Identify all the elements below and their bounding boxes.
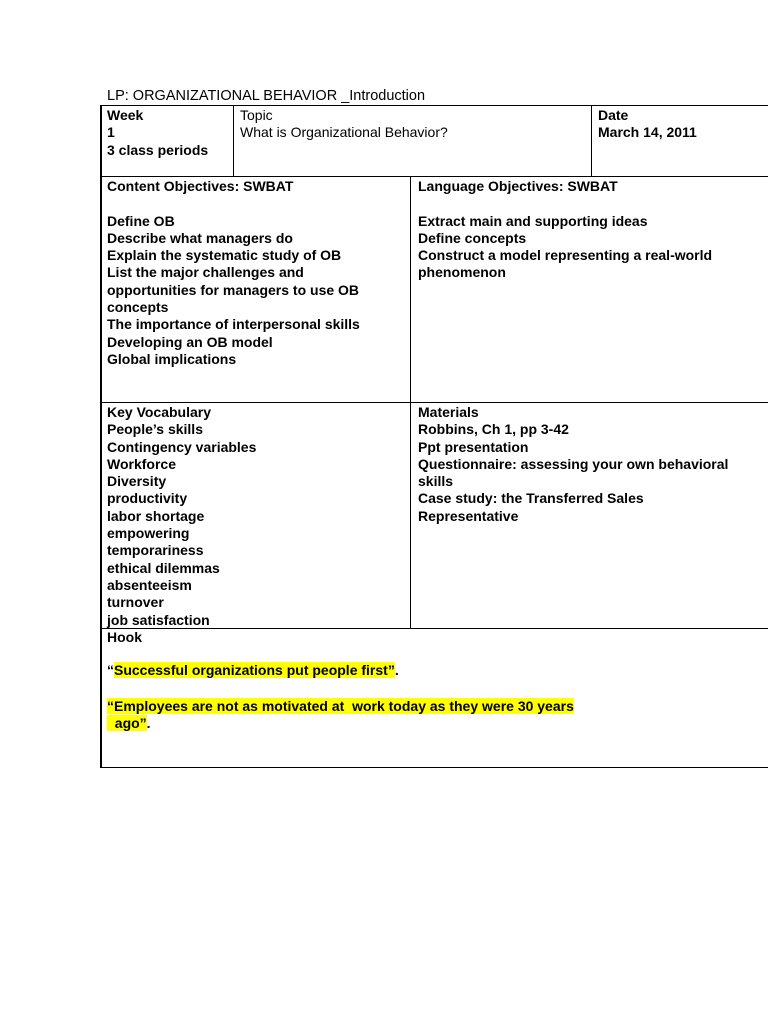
materials-heading: Materials	[418, 404, 479, 420]
language-objective-line: Extract main and supporting ideas	[418, 212, 648, 229]
vocabulary-term: ethical dilemmas	[107, 559, 220, 576]
material-item: Questionnaire: assessing your own behavioral	[418, 455, 729, 472]
hook-quote-2-end: .	[146, 715, 151, 732]
document-title: LP: ORGANIZATIONAL BEHAVIOR _Introduction	[107, 88, 426, 104]
content-objective-line: The importance of interpersonal skills	[107, 316, 360, 333]
content-objective-line: opportunities for managers to use OB	[107, 281, 360, 298]
date-value: March 14, 2011	[598, 124, 697, 141]
hook-quote-2-line-1: “Employees are not as motivated at work today as they were 30 years	[107, 698, 574, 714]
materials-cell	[418, 404, 728, 525]
vocabulary-term: Diversity	[107, 473, 167, 490]
week-label: Week	[107, 107, 144, 123]
language-objective-line	[418, 195, 712, 212]
topic-cell	[240, 107, 448, 142]
col-divider-date	[591, 105, 592, 177]
date-label: Date	[598, 107, 629, 123]
material-item: Case study: the Transferred Sales	[418, 490, 644, 507]
class-periods: 3 class periods	[107, 141, 209, 158]
hook-quote-1	[107, 662, 399, 679]
material-item: skills	[418, 473, 454, 490]
content-objective-line: Developing an OB model	[107, 333, 273, 350]
hook-quote-2-line-2: ago”	[107, 715, 147, 732]
content-objective-line: Define OB	[107, 212, 175, 229]
content-objectives-heading: Content Objectives: SWBAT	[107, 178, 294, 194]
topic-label: Topic	[240, 107, 273, 123]
col-divider-week	[233, 105, 234, 177]
date-cell	[598, 107, 697, 142]
vocabulary-term: productivity	[107, 490, 188, 507]
material-item: Representative	[418, 507, 519, 524]
hook-quote-1-end: .	[394, 662, 399, 678]
content-objectives-cell	[107, 178, 360, 368]
language-objective-line: phenomenon	[418, 264, 506, 281]
hook-quote-1-open: “	[107, 662, 114, 678]
language-objective-line: Define concepts	[418, 229, 527, 246]
vocabulary-term: absenteeism	[107, 576, 192, 593]
key-vocabulary-cell	[107, 404, 256, 629]
content-objective-line: Explain the systematic study of OB	[107, 247, 342, 264]
vocabulary-term: temporariness	[107, 542, 204, 559]
hook-quote-2	[107, 698, 574, 733]
vocabulary-term: Contingency variables	[107, 438, 257, 455]
vocabulary-term: turnover	[107, 594, 164, 611]
material-item: Robbins, Ch 1, pp 3-42	[418, 421, 569, 438]
language-objective-line: Construct a model representing a real-world	[418, 247, 713, 264]
vocabulary-term: Workforce	[107, 455, 176, 472]
table-left-border	[100, 105, 102, 768]
row-divider-1	[100, 176, 768, 177]
vocabulary-term: job satisfaction	[107, 611, 210, 628]
content-objective-line	[107, 195, 360, 212]
row-divider-2	[100, 402, 768, 403]
material-item: Ppt presentation	[418, 438, 529, 455]
content-objective-line: List the major challenges and	[107, 264, 304, 281]
vocabulary-term: empowering	[107, 525, 190, 542]
table-bottom-border	[100, 767, 768, 768]
hook-label: Hook	[107, 629, 142, 645]
hook-quote-1-highlighted: Successful organizations put people first”	[114, 662, 395, 678]
content-objective-line: Global implications	[107, 350, 237, 367]
topic-value: What is Organizational Behavior?	[240, 124, 448, 141]
language-objectives-heading: Language Objectives: SWBAT	[418, 178, 618, 194]
vocabulary-term: labor shortage	[107, 507, 205, 524]
week-number: 1	[107, 124, 115, 141]
table-top-border	[100, 105, 768, 106]
content-objective-line: Describe what managers do	[107, 229, 293, 246]
content-objective-line: concepts	[107, 299, 169, 316]
key-vocabulary-heading: Key Vocabulary	[107, 404, 212, 420]
week-cell	[107, 107, 208, 159]
vocabulary-term: People’s skills	[107, 421, 203, 438]
col-divider-middle	[410, 176, 411, 629]
language-objectives-cell	[418, 178, 712, 282]
